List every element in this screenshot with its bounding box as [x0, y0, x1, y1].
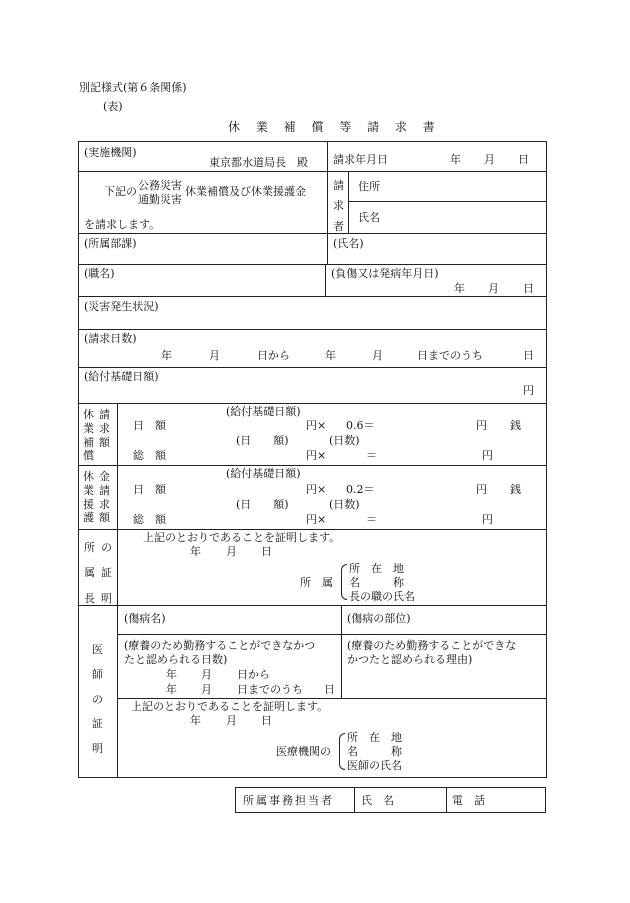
claimant-address-label: 住所: [358, 180, 380, 193]
leave-until-day: 日までのうち: [237, 683, 303, 696]
claim-days-unit: 日: [523, 349, 534, 362]
injury-date-label: (負傷又は発病年月日): [331, 267, 439, 280]
doctor-cert-statement: 上記のとおりであることを証明します。: [131, 700, 329, 713]
compensation-label-left: 休 業 補 償: [83, 408, 94, 463]
leave-from-year: 年: [166, 668, 177, 681]
doctor-cert-label: 医 師 の 証 明: [92, 643, 103, 755]
aid-label-right: 金 請 求 額: [99, 470, 110, 525]
page-title: 休 業 補 償 等 請 求 書: [228, 120, 441, 134]
leave-days-label-1: (療養のため勤務することができなかつ: [124, 639, 316, 652]
leave-reason-label-2: かつたと認められる理由): [347, 653, 473, 666]
doctor-cert-day: 日: [261, 714, 272, 727]
comp-daily-label: 日 額: [133, 419, 166, 432]
comp-daily-paren: (日 額): [236, 434, 289, 447]
comp-total-yen-x: 円×: [306, 449, 327, 462]
request-day: 日: [518, 153, 529, 166]
aid-daily-yen: 円: [476, 483, 487, 496]
injury-year: 年: [454, 282, 465, 295]
comp-total-equals: ＝: [366, 449, 377, 462]
injury-month: 月: [488, 282, 499, 295]
leave-days-label-2: たと認められる日数): [124, 653, 228, 666]
request-type: 休業補償及び休業援護金: [185, 185, 306, 198]
clinic-brace: [339, 733, 345, 770]
dept-cert-month: 月: [226, 545, 237, 558]
doctor-cert-month: 月: [226, 714, 237, 727]
aid-daily-sen: 銭: [510, 483, 521, 496]
dept-cert-name: 名 称: [349, 576, 404, 589]
dept-cert-year: 年: [190, 545, 201, 558]
claim-until-year: 年: [325, 349, 336, 362]
leave-until-year: 年: [166, 683, 177, 696]
base-daily-label: (給付基礎日額): [84, 370, 159, 383]
clinic-name: 名 称: [347, 745, 402, 758]
claimant-name-label: 氏名: [358, 211, 380, 224]
comp-base-label: (給付基礎日額): [226, 405, 301, 418]
compensation-label-right: 請 求 額: [99, 408, 110, 449]
comp-total-yen: 円: [482, 449, 493, 462]
comp-daily-yen: 円: [476, 419, 487, 432]
claim-from-month: 月: [209, 349, 220, 362]
position-label: (職名): [84, 267, 115, 280]
institution-label: (実施機関): [84, 146, 137, 159]
person-name-label: (氏名): [333, 237, 364, 250]
claim-until-day: 日までのうち: [417, 349, 483, 362]
aid-daily-paren: (日 額): [236, 498, 289, 511]
situation-label: (災害発生状況): [84, 300, 159, 313]
comp-yen-x: 円×: [306, 419, 327, 432]
request-date-label: 請求年月日: [333, 153, 388, 166]
staff-name-label: 氏 名: [361, 794, 394, 807]
comp-days-paren: (日数): [329, 434, 360, 447]
request-option-commute: 通勤災害: [138, 193, 182, 206]
dept-cert-head-name: 長の職の氏名: [349, 590, 415, 603]
dept-cert-address: 所 在 地: [349, 562, 404, 575]
comp-total-label: 総 額: [133, 449, 166, 462]
request-prefix: 下記の: [104, 185, 137, 198]
disease-part-label: (傷病の部位): [347, 612, 411, 625]
request-year: 年: [450, 153, 461, 166]
form-reference: 別記様式(第６条関係): [79, 81, 187, 94]
aid-label-left: 休 業 援 護: [83, 470, 94, 525]
aid-total-equals: ＝: [366, 513, 377, 526]
claim-from-day: 日から: [257, 349, 290, 362]
dept-cert-label-left: 所 属 長: [84, 541, 95, 605]
aid-yen-x: 円×: [306, 483, 327, 496]
leave-from-month: 月: [201, 668, 212, 681]
dept-cert-label-right: の 証 明: [101, 541, 112, 605]
dept-cert-statement: 上記のとおりであることを証明します。: [143, 531, 341, 544]
leave-from-day: 日から: [237, 668, 270, 681]
comp-rate: 0.6＝: [346, 419, 375, 432]
leave-reason-label-1: (療養のため勤務することができな: [347, 639, 517, 652]
leave-until-month: 月: [201, 683, 212, 696]
injury-day: 日: [523, 282, 534, 295]
clinic-address: 所 在 地: [347, 731, 402, 744]
claim-until-month: 月: [372, 349, 383, 362]
doctor-name: 医師の氏名: [347, 759, 402, 772]
claim-from-year: 年: [161, 349, 172, 362]
form-side: (表): [103, 100, 123, 113]
leave-days-unit: 日: [324, 683, 335, 696]
dept-cert-prefix: 所 属: [300, 576, 333, 589]
aid-daily-label: 日 額: [133, 483, 166, 496]
claim-days-label: (請求日数): [84, 332, 137, 345]
aid-total-yen-x: 円×: [306, 513, 327, 526]
request-month: 月: [484, 153, 495, 166]
aid-total-label: 総 額: [133, 513, 166, 526]
claimant-label: 請 求 者: [333, 179, 344, 233]
comp-daily-sen: 銭: [510, 419, 521, 432]
request-closing: を請求します。: [84, 218, 161, 231]
aid-days-paren: (日数): [329, 498, 360, 511]
staff-label: 所属事務担当者: [243, 794, 334, 807]
clinic-prefix: 医療機関の: [276, 745, 331, 758]
disease-name-label: (傷病名): [124, 612, 166, 625]
aid-rate: 0.2＝: [346, 483, 375, 496]
dept-label: (所属部課): [84, 237, 137, 250]
base-daily-yen: 円: [523, 384, 534, 397]
aid-total-yen: 円: [482, 513, 493, 526]
request-option-public: 公務災害: [138, 179, 182, 192]
doctor-cert-year: 年: [190, 714, 201, 727]
staff-phone-label: 電 話: [452, 794, 485, 807]
aid-base-label: (給付基礎日額): [226, 467, 301, 480]
dept-cert-brace: [341, 564, 347, 600]
dept-cert-day: 日: [261, 545, 272, 558]
addressee: 東京都水道局長 殿: [209, 156, 308, 169]
